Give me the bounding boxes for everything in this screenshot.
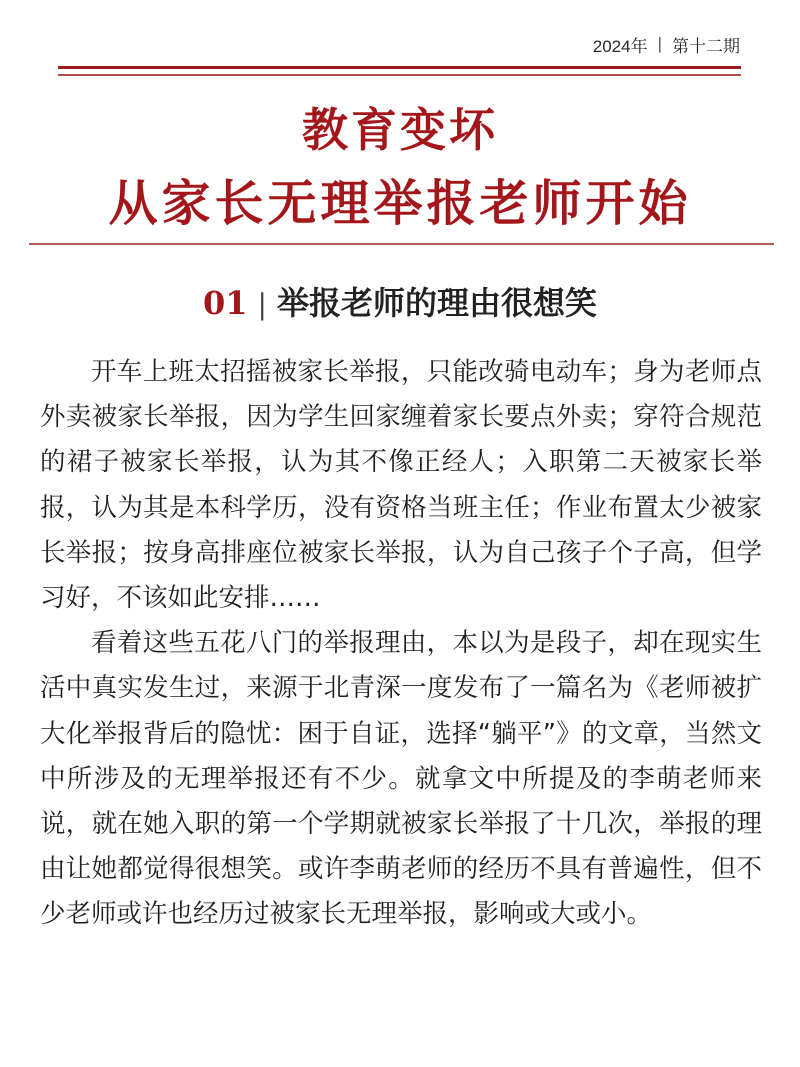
section-number: 01 (203, 284, 248, 322)
paragraph-2: 看着这些五花八门的举报理由，本以为是段子，却在现实生活中真实发生过，来源于北青深一度发布了一篇名为《老师被扩大化举报背后的隐忧：困于自证，选择“躺平”》的文章，当然文中所涉及的无理举报还有不少。就拿文中所提及的李萌老师来说，就在她入职的第一个学期就被家长举报了十几次，举报的理由让她都觉得很想笑。或许李萌老师的经历不具有普遍性，但不少老师或许也经历过被家长无理举报，影响或大或小。 (40, 628, 762, 930)
paragraph-1: 开车上班太招摇被家长举报，只能改骑电动车；身为老师点外卖被家长举报，因为学生回家缠着家长要点外卖；穿符合规范的裙子被家长举报，认为其不像正经人；入职第二天被家长举报，认为其是本科学历，没有资格当班主任；作业布置太少被家长举报；按身高排座位被家长举报，认为自己孩子个子高，但学习好，不该如此安排…… (40, 357, 762, 614)
issue-number: 第十二期 (672, 36, 740, 56)
section-heading (0, 280, 800, 328)
issue-year: 2024年 (592, 36, 648, 56)
header-rule-thin (58, 74, 741, 76)
section-title: 举报老师的理由很想笑 (276, 284, 597, 322)
article-body (40, 350, 762, 938)
issue-separator: | (657, 34, 662, 53)
issue-info (593, 31, 740, 57)
header-rule-thick (58, 66, 741, 69)
page-title-line-1: 教育变坏 (302, 103, 498, 157)
page-title-line-2: 从家长无理举报老师开始 (108, 174, 692, 232)
section-separator: | (257, 288, 267, 321)
title-divider (29, 243, 774, 245)
